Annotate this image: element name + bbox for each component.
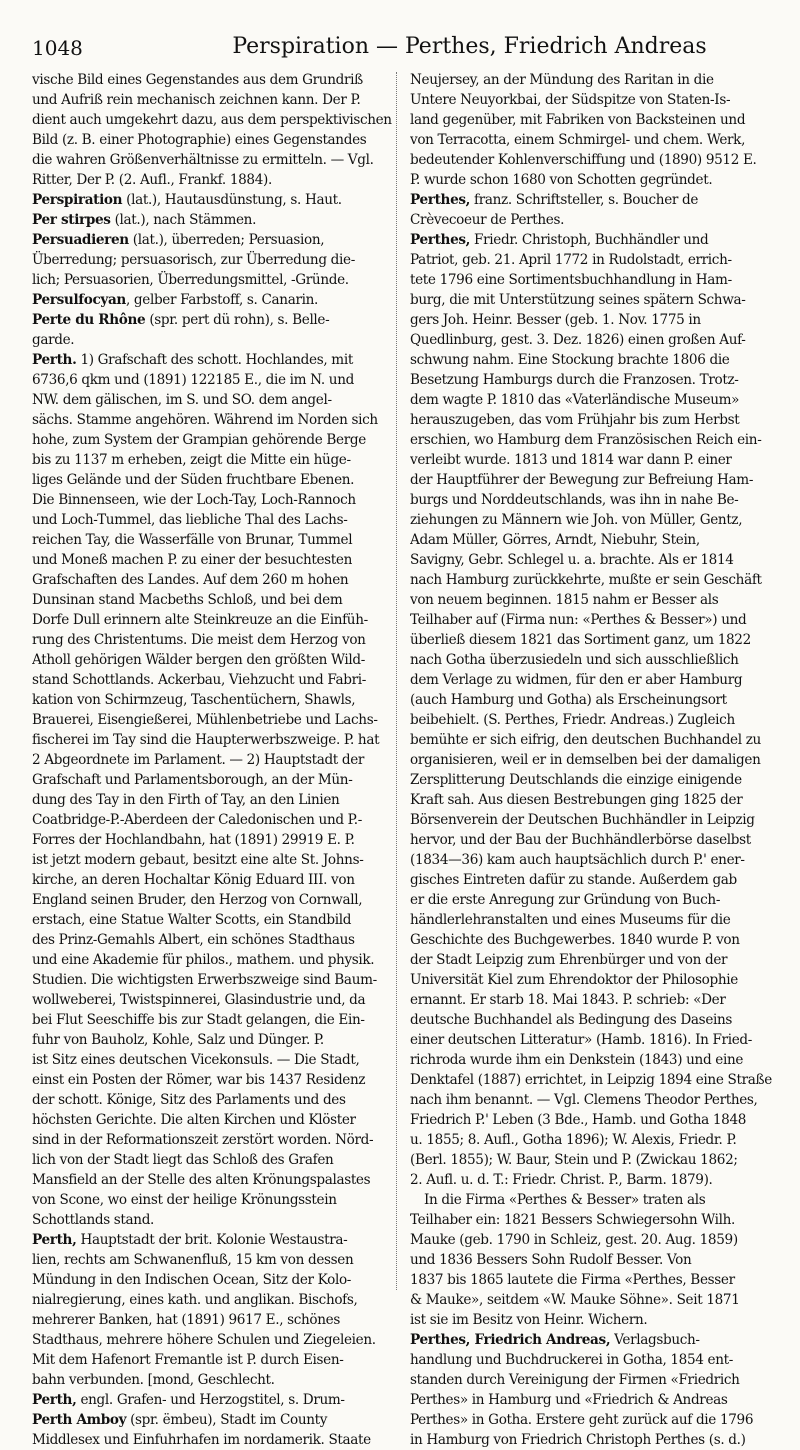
text-line (32, 1190, 394, 1210)
line-text: erstach, eine Statue Walter Scotts, ein Standbild (32, 912, 352, 928)
text-line (32, 950, 394, 970)
text-line (32, 490, 394, 510)
text-line (32, 510, 394, 530)
line-text: handlung und Buchdruckerei in Gotha, 1854 ent- (410, 1352, 734, 1368)
line-text: ist Sitz eines deutschen Vicekonsuls. — Die Stadt, (32, 1052, 360, 1068)
line-text: schwung nahm. Eine Stockung brachte 1806 die (410, 352, 730, 368)
text-line (32, 990, 394, 1010)
text-line (32, 1430, 394, 1450)
line-text: Quedlinburg, gest. 3. Dez. 1826) einen großen Auf- (410, 332, 746, 348)
text-line (410, 390, 772, 410)
text-line (32, 1230, 394, 1250)
line-text: fuhr von Bauholz, Kohle, Salz und Dünger. P. (32, 1032, 324, 1048)
line-text: beibehielt. (S. Perthes, Friedr. Andreas.) Zugleich (410, 712, 735, 728)
text-line (32, 610, 394, 630)
text-line (32, 1250, 394, 1270)
line-text: Savigny, Gebr. Schlegel u. a. brachte. Als er 1814 (410, 552, 734, 568)
line-text: Mansfield an der Stelle des alten Krönungspalastes (32, 1172, 371, 1188)
line-text: Perthes» in Gotha. Erstere geht zurück auf die 1796 (410, 1412, 754, 1428)
line-text: Coatbridge-P.-Aberdeen der Caledonischen und P.- (32, 812, 362, 828)
text-line (410, 1370, 772, 1390)
text-line (410, 1050, 772, 1070)
line-text: bis zu 1137 m erheben, zeigt die Mitte ein hüge- (32, 452, 351, 468)
entry-headword: Perth, (32, 1392, 77, 1408)
entry-headword: Perthes, (410, 232, 471, 248)
text-line (410, 1390, 772, 1410)
line-text: (spr. ëmbeu), Stadt im County (126, 1412, 328, 1428)
line-text: (Berl. 1855); W. Baur, Stein und P. (Zwickau 1862; (410, 1152, 738, 1168)
text-line (410, 1070, 772, 1090)
line-text: in Hamburg von Friedrich Christoph Perthes (s. d.) (410, 1432, 746, 1448)
text-line (410, 750, 772, 770)
text-line (410, 250, 772, 270)
text-line (410, 590, 772, 610)
text-line (32, 290, 394, 310)
line-text: und Loch-Tummel, das liebliche Thal des Lachs- (32, 512, 348, 528)
line-text: herauszugeben, das vom Frühjahr bis zum Herbst (410, 412, 740, 428)
entry-headword: Perspiration (32, 192, 123, 208)
text-line (410, 970, 772, 990)
text-line (410, 890, 772, 910)
text-line (32, 1350, 394, 1370)
line-text: dem Verlage zu widmen, für den er aber Hamburg (410, 672, 743, 688)
line-text: (lat.), nach Stämmen. (110, 212, 257, 228)
text-line (410, 1350, 772, 1370)
text-line (32, 90, 394, 110)
line-text: standen durch Vereinigung der Firmen «Friedrich (410, 1372, 740, 1388)
text-line (32, 1170, 394, 1190)
text-line (410, 170, 772, 190)
text-line (410, 1130, 772, 1150)
text-line (410, 110, 772, 130)
text-line (32, 310, 394, 330)
text-line (32, 1370, 394, 1390)
text-line (32, 550, 394, 570)
line-text: nach Gotha überzusiedeln und sich ausschließlich (410, 652, 739, 668)
line-text: hervor, und der Bau der Buchhändlerbörse daselbst (410, 832, 751, 848)
line-text: (auch Hamburg und Gotha) als Erscheinungsort (410, 692, 727, 708)
text-line (410, 830, 772, 850)
line-text: gisches Eintreten dafür zu stande. Außerdem gab (410, 872, 737, 888)
line-text: überließ diesem 1821 das Sortiment ganz, um 1822 (410, 632, 751, 648)
line-text: & Mauke», seitdem «W. Mauke Söhne». Seit 1871 (410, 1292, 740, 1308)
line-text: In die Firma «Perthes & Besser» traten als (424, 1192, 706, 1208)
line-text: Dunsinan stand Macbeths Schloß, und bei dem (32, 592, 343, 608)
line-text: und Aufriß rein mechanisch zeichnen kann. Der P. (32, 92, 361, 108)
text-line (410, 270, 772, 290)
text-line (32, 1150, 394, 1170)
text-line (32, 450, 394, 470)
text-line (410, 430, 772, 450)
line-text: nach Hamburg zurückkehrte, mußte er sein Geschäft (410, 572, 762, 588)
line-text: wollweberei, Twistspinnerei, Glasindustrie und, da (32, 992, 366, 1008)
line-text: franz. Schriftsteller, s. Boucher de (470, 192, 699, 208)
line-text: kirche, an deren Hochaltar König Eduard III. von (32, 872, 355, 888)
text-line (32, 1210, 394, 1230)
line-text: Die Binnenseen, wie der Loch-Tay, Loch-Rannoch (32, 492, 356, 508)
text-line (32, 1010, 394, 1030)
line-text: hohe, zum System der Grampian gehörende Berge (32, 432, 366, 448)
line-text: Bild (z. B. einer Photographie) eines Gegenstandes (32, 132, 367, 148)
text-line (410, 670, 772, 690)
line-text: , gelber Farbstoff, s. Canarin. (125, 292, 318, 308)
text-line (410, 1250, 772, 1270)
text-line (32, 190, 394, 210)
text-line (410, 1150, 772, 1170)
text-line (32, 70, 394, 90)
line-text: Besetzung Hamburgs durch die Franzosen. Trotz- (410, 372, 739, 388)
text-line (410, 450, 772, 470)
text-line (32, 790, 394, 810)
line-text: reichen Tay, die Wasserfälle von Brunar, Tummel (32, 532, 353, 548)
line-text: deutsche Buchhandel als Bedingung des Daseins (410, 1012, 733, 1028)
line-text: burg, die mit Unterstützung seines spätern Schwa- (410, 292, 746, 308)
line-text: von neuem beginnen. 1815 nahm er Besser als (410, 592, 719, 608)
line-text: Untere Neuyorkbai, der Südspitze von Staten-Is- (410, 92, 731, 108)
line-text: Geschichte des Buchgewerbes. 1840 wurde P. von (410, 932, 740, 948)
text-line (32, 470, 394, 490)
line-text: und Moneß machen P. zu einer der besuchtesten (32, 552, 353, 568)
text-line (32, 1390, 394, 1410)
line-text: Universität Kiel zum Ehrendoktor der Philosophie (410, 972, 738, 988)
text-line (32, 570, 394, 590)
line-text: nialregierung, eines kath. und anglikan. Bischofs, (32, 1292, 358, 1308)
page-number: 1048 (32, 36, 83, 60)
line-text: Perthes» in Hamburg und «Friedrich & Andreas (410, 1392, 728, 1408)
text-line (410, 470, 772, 490)
text-line (410, 310, 772, 330)
text-line (410, 130, 772, 150)
line-text: sächs. Stamme angehören. Während im Norden sich (32, 412, 378, 428)
line-text: ist jetzt modern gebaut, besitzt eine alte St. Johns- (32, 852, 364, 868)
line-text: erschien, wo Hamburg dem Französischen Reich ein- (410, 432, 762, 448)
line-text: lich von der Stadt liegt das Schloß des Grafen (32, 1152, 334, 1168)
text-line (410, 690, 772, 710)
line-text: Ritter, Der P. (2. Aufl., Frankf. 1884). (32, 172, 272, 188)
text-line (410, 930, 772, 950)
text-line (410, 290, 772, 310)
line-text: Teilhaber ein: 1821 Bessers Schwiegersohn Wilh. (410, 1212, 735, 1228)
text-line (410, 90, 772, 110)
line-text: liges Gelände und der Süden fruchtbare Ebenen. (32, 472, 355, 488)
text-line (32, 590, 394, 610)
line-text: sind in der Reformationszeit zerstört worden. Nörd- (32, 1132, 374, 1148)
text-line (32, 730, 394, 750)
text-line (410, 1310, 772, 1330)
line-text: Crèvecoeur de Perthes. (410, 212, 565, 228)
entry-headword: Perte du Rhône (32, 312, 146, 328)
text-line (32, 370, 394, 390)
text-line (410, 150, 772, 170)
text-line (32, 150, 394, 170)
text-line (32, 1130, 394, 1150)
line-text: Börsenverein der Deutschen Buchhändler in Leipzig (410, 812, 755, 828)
line-text: Mauke (geb. 1790 in Schleiz, gest. 20. Aug. 1859) (410, 1232, 738, 1248)
line-text: der schott. Könige, Sitz des Parlaments und des (32, 1092, 346, 1108)
text-line (410, 810, 772, 830)
line-text: Schottlands stand. (32, 1212, 155, 1228)
text-line (410, 990, 772, 1010)
line-text: fischerei im Tay sind die Haupterwerbszweige. P. hat (32, 732, 380, 748)
text-line (410, 950, 772, 970)
text-line (32, 390, 394, 410)
line-text: Verlagsbuch- (610, 1332, 700, 1348)
left-column (32, 70, 394, 1450)
text-line (410, 350, 772, 370)
text-line (410, 330, 772, 350)
entry-headword: Persulfocyan (32, 292, 126, 308)
text-line (410, 710, 772, 730)
text-line (32, 130, 394, 150)
line-text: dient auch umgekehrt dazu, aus dem perspektivischen (32, 112, 392, 128)
line-text: nach ihm benannt. — Vgl. Clemens Theodor Perthes, (410, 1092, 758, 1108)
line-text: 1837 bis 1865 lautete die Firma «Perthes, Besser (410, 1272, 735, 1288)
line-text: bahn verbunden. [mond, Geschlecht. (32, 1372, 275, 1388)
line-text: (lat.), überreden; Persuasion, (128, 232, 325, 248)
entry-headword: Perth, (32, 1232, 77, 1248)
text-line (410, 1330, 772, 1350)
line-text: und eine Akademie für philos., mathem. und physik. (32, 952, 375, 968)
line-text: Hauptstadt der brit. Kolonie Westaustra- (76, 1232, 348, 1248)
text-line (410, 770, 772, 790)
line-text: mehrerer Banken, hat (1891) 9617 E., schönes (32, 1312, 340, 1328)
line-text: dem wagte P. 1810 das «Vaterländische Museum» (410, 392, 740, 408)
line-text: engl. Grafen- und Herzogstitel, s. Drum- (76, 1392, 345, 1408)
text-line (410, 610, 772, 630)
line-text: rung des Christentums. Die meist dem Herzog von (32, 632, 366, 648)
line-text: garde. (32, 332, 75, 348)
text-line (410, 1290, 772, 1310)
entry-headword: Perthes, (410, 192, 471, 208)
line-text: der Stadt Leipzig zum Ehrenbürger und von der (410, 952, 728, 968)
line-text: kation von Schirmzeug, Taschentüchern, Shawls, (32, 692, 356, 708)
text-line (32, 1310, 394, 1330)
line-text: (1834—36) kam auch hauptsächlich durch P.' ener- (410, 852, 745, 868)
text-line (32, 1290, 394, 1310)
line-text: Neujersey, an der Mündung des Raritan in die (410, 72, 714, 88)
line-text: (spr. pert dü rohn), s. Belle- (145, 312, 330, 328)
line-text: Überredung; persuasorisch, zur Überredung die- (32, 252, 355, 268)
text-line (32, 110, 394, 130)
line-text: tete 1796 eine Sortimentsbuchhandlung in Ham- (410, 272, 732, 288)
text-line (410, 1110, 772, 1130)
text-line (32, 170, 394, 190)
entry-headword: Perth. (32, 352, 77, 368)
entry-headword: Perthes, Friedrich Andreas, (410, 1332, 611, 1348)
text-line (32, 1030, 394, 1050)
line-text: ziehungen zu Männern wie Joh. von Müller, Gentz, (410, 512, 743, 528)
line-text: Mit dem Hafenort Fremantle ist P. durch Eisen- (32, 1352, 344, 1368)
line-text: ernannt. Er starb 18. Mai 1843. P. schrieb: «Der (410, 992, 726, 1008)
line-text: Dorfe Dull erinnern alte Steinkreuze an die Einfüh- (32, 612, 368, 628)
line-text: (lat.), Hautausdünstung, s. Haut. (122, 192, 342, 208)
text-line (410, 70, 772, 90)
text-line (410, 210, 772, 230)
line-text: einer deutschen Litteratur» (Hamb. 1816). In Fried- (410, 1032, 752, 1048)
line-text: Zersplitterung Deutschlands die einzige einigende (410, 772, 742, 788)
line-text: Brauerei, Eisengießerei, Mühlenbetriebe und Lachs- (32, 712, 378, 728)
line-text: Kraft sah. Aus diesen Bestrebungen ging 1825 der (410, 792, 743, 808)
text-line (410, 1090, 772, 1110)
text-line (32, 910, 394, 930)
text-line (410, 1410, 772, 1430)
text-line (410, 630, 772, 650)
line-text: P. wurde schon 1680 von Schotten gegründet. (410, 172, 713, 188)
text-line (410, 530, 772, 550)
page-header (32, 30, 777, 66)
line-text: Atholl gehörigen Wälder bergen den größten Wild- (32, 652, 366, 668)
text-line (410, 510, 772, 530)
text-line (32, 830, 394, 850)
line-text: bemühte er sich eifrig, den deutschen Buchhandel zu (410, 732, 761, 748)
line-text: land gegenüber, mit Fabriken von Backsteinen und (410, 112, 746, 128)
line-text: richroda wurde ihm ein Denkstein (1843) und eine (410, 1052, 744, 1068)
right-column (410, 70, 772, 1450)
line-text: händlerlehranstalten und eines Museums für die (410, 912, 731, 928)
line-text: Teilhaber auf (Firma nun: «Perthes & Besser») und (410, 612, 747, 628)
running-head: Perspiration — Perthes, Friedrich Andreas (232, 34, 707, 59)
text-line (32, 1270, 394, 1290)
text-line (32, 530, 394, 550)
text-line (410, 410, 772, 430)
text-line (32, 1070, 394, 1090)
text-line (32, 350, 394, 370)
line-text: verleibt wurde. 1813 und 1814 war dann P. einer (410, 452, 732, 468)
text-line (410, 370, 772, 390)
line-text: von Scone, wo einst der heilige Krönungsstein (32, 1192, 337, 1208)
line-text: bei Flut Seeschiffe bis zur Stadt gelangen, die Ein- (32, 1012, 365, 1028)
line-text: des Prinz-Gemahls Albert, ein schönes Stadthaus (32, 932, 355, 948)
line-text: dung des Tay in den Firth of Tay, an den Linien (32, 792, 340, 808)
line-text: Grafschaft und Parlamentsborough, an der Mün- (32, 772, 353, 788)
line-text: Middlesex und Einfuhrhafen im nordamerik. Staate (32, 1432, 371, 1448)
line-text: Friedrich P.' Leben (3 Bde., Hamb. und Gotha 1848 (410, 1112, 747, 1128)
text-line (32, 1330, 394, 1350)
line-text: NW. dem gälischen, im S. und SO. dem angel- (32, 392, 332, 408)
text-line (32, 650, 394, 670)
text-line (410, 550, 772, 570)
line-text: lich; Persuasorien, Überredungsmittel, -Gründe. (32, 272, 349, 288)
entry-headword: Perth Amboy (32, 1412, 127, 1428)
line-text: höchsten Gerichte. Die alten Kirchen und Klöster (32, 1112, 356, 1128)
text-line (32, 330, 394, 350)
line-text: 2 Abgeordnete im Parlament. — 2) Hauptstadt der (32, 752, 365, 768)
line-text: England seinen Bruder, den Herzog von Cornwall, (32, 892, 363, 908)
text-line (32, 710, 394, 730)
line-text: Patriot, geb. 21. April 1772 in Rudolstadt, errich- (410, 252, 732, 268)
line-text: der Hauptführer der Bewegung zur Befreiung Ham- (410, 472, 754, 488)
text-line (410, 650, 772, 670)
text-line (410, 190, 772, 210)
text-line (410, 490, 772, 510)
text-line (32, 930, 394, 950)
text-line (32, 970, 394, 990)
line-text: Denktafel (1887) errichtet, in Leipzig 1894 eine Straße (410, 1072, 772, 1088)
text-line (32, 750, 394, 770)
text-line (32, 670, 394, 690)
text-line (32, 850, 394, 870)
text-line (410, 570, 772, 590)
line-text: Grafschaften des Landes. Auf dem 260 m hohen (32, 572, 349, 588)
text-line (32, 630, 394, 650)
text-line (32, 810, 394, 830)
entry-headword: Per stirpes (32, 212, 111, 228)
text-line (32, 1090, 394, 1110)
line-text: Forres der Hochlandbahn, hat (1891) 29919 E. P. (32, 832, 355, 848)
text-line (32, 1410, 394, 1430)
line-text: Mündung in den Indischen Ocean, Sitz der Kolo- (32, 1272, 352, 1288)
text-line (410, 730, 772, 750)
text-line (410, 1170, 772, 1190)
text-line (410, 1190, 772, 1210)
text-line (32, 770, 394, 790)
text-line (410, 1030, 772, 1050)
line-text: und 1836 Bessers Sohn Rudolf Besser. Von (410, 1252, 692, 1268)
text-line (32, 410, 394, 430)
entry-headword: Persuadieren (32, 232, 129, 248)
line-text: gers Joh. Heinr. Besser (geb. 1. Nov. 1775 in (410, 312, 701, 328)
line-text: 6736,6 qkm und (1891) 122185 E., die im N. und (32, 372, 354, 388)
text-line (410, 1430, 772, 1450)
line-text: vische Bild eines Gegenstandes aus dem Grundriß (32, 72, 363, 88)
text-line (410, 910, 772, 930)
line-text: Adam Müller, Görres, Arndt, Niebuhr, Stein, (410, 532, 700, 548)
text-line (410, 1230, 772, 1250)
line-text: Friedr. Christoph, Buchhändler und (470, 232, 709, 248)
text-line (32, 210, 394, 230)
line-text: 2. Aufl. u. d. T.: Friedr. Christ. P., Barm. 1879). (410, 1172, 713, 1188)
line-text: Stadthaus, mehrere höhere Schulen und Ziegeleien. (32, 1332, 376, 1348)
text-line (410, 850, 772, 870)
text-line (32, 230, 394, 250)
text-line (32, 250, 394, 270)
line-text: 1) Grafschaft des schott. Hochlandes, mit (76, 352, 353, 368)
text-line (410, 1010, 772, 1030)
line-text: einst ein Posten der Römer, war bis 1437 Residenz (32, 1072, 366, 1088)
column-divider (396, 72, 398, 1290)
text-line (32, 890, 394, 910)
text-line (32, 1050, 394, 1070)
text-line (32, 270, 394, 290)
line-text: von Terracotta, einem Schmirgel- und chem. Werk, (410, 132, 746, 148)
line-text: u. 1855; 8. Aufl., Gotha 1896); W. Alexis, Friedr. P. (410, 1132, 737, 1148)
text-line (410, 790, 772, 810)
text-line (410, 870, 772, 890)
line-text: lien, rechts am Schwanenfluß, 15 km von dessen (32, 1252, 354, 1268)
line-text: die wahren Größenverhältnisse zu ermitteln. — Vgl. (32, 152, 374, 168)
line-text: organisieren, weil er in demselben bei der damaligen (410, 752, 761, 768)
text-line (32, 1110, 394, 1130)
text-line (410, 1270, 772, 1290)
line-text: bedeutender Kohlenverschiffung und (1890) 9512 E. (410, 152, 757, 168)
line-text: stand Schottlands. Ackerbau, Viehzucht und Fabri- (32, 672, 366, 688)
text-line (32, 430, 394, 450)
line-text: ist sie im Besitz von Heinr. Wichern. (410, 1312, 648, 1328)
text-line (32, 690, 394, 710)
text-line (410, 230, 772, 250)
text-line (32, 870, 394, 890)
line-text: er die erste Anregung zur Gründung von Buch- (410, 892, 721, 908)
line-text: burgs und Norddeutschlands, was ihn in nahe Be- (410, 492, 739, 508)
text-line (410, 1210, 772, 1230)
line-text: Studien. Die wichtigsten Erwerbszweige sind Baum- (32, 972, 377, 988)
